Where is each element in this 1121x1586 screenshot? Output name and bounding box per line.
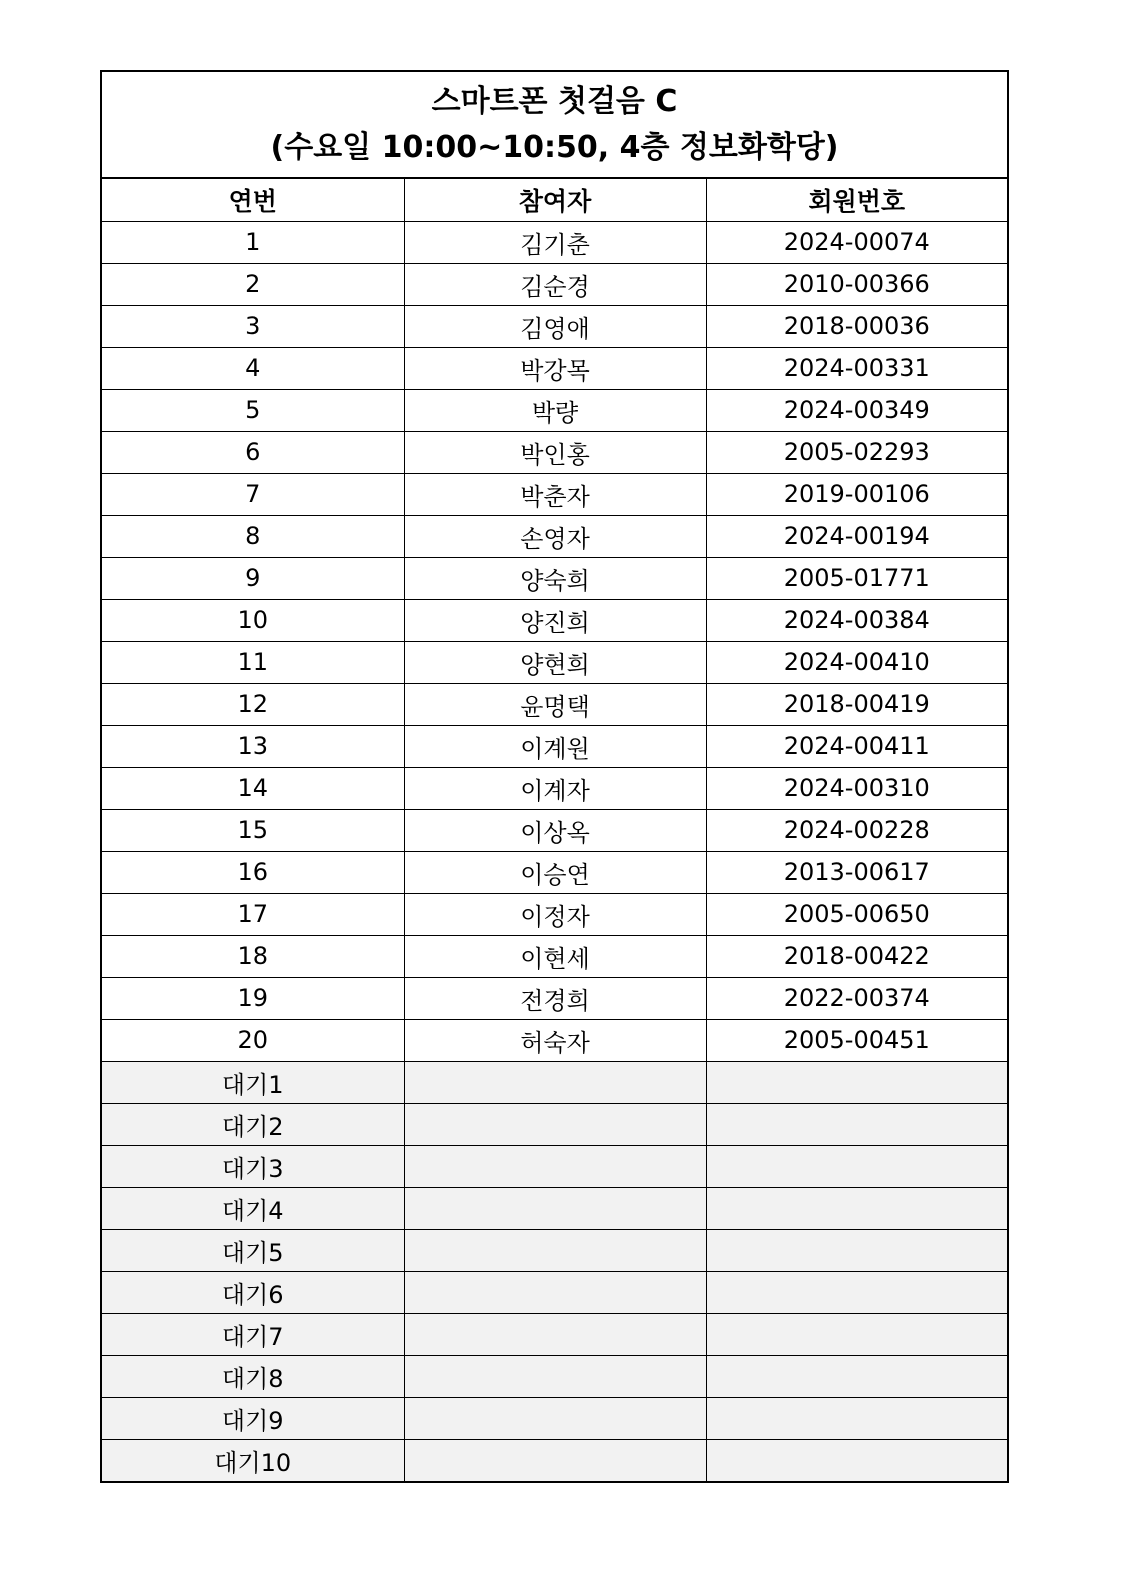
cell-member-id (706, 1103, 1007, 1145)
cell-participant: 박량 (404, 389, 706, 431)
table-row (102, 305, 1007, 347)
cell-member-id (706, 1397, 1007, 1439)
cell-member-id: 2018-00419 (706, 683, 1007, 725)
cell-member-id: 2005-00451 (706, 1019, 1007, 1061)
table-row (102, 431, 1007, 473)
cell-participant: 김영애 (404, 305, 706, 347)
title-block (102, 72, 1007, 179)
cell-participant (404, 1145, 706, 1187)
waitlist-row (102, 1355, 1007, 1397)
cell-number: 9 (102, 557, 404, 599)
table-row (102, 767, 1007, 809)
cell-number: 대기7 (102, 1313, 404, 1355)
cell-member-id: 2005-01771 (706, 557, 1007, 599)
cell-member-id (706, 1313, 1007, 1355)
cell-number: 11 (102, 641, 404, 683)
table-row (102, 347, 1007, 389)
cell-participant (404, 1229, 706, 1271)
table-row (102, 221, 1007, 263)
cell-member-id (706, 1271, 1007, 1313)
cell-number: 5 (102, 389, 404, 431)
waitlist-row (102, 1229, 1007, 1271)
cell-participant (404, 1061, 706, 1103)
cell-participant: 이정자 (404, 893, 706, 935)
waitlist-row (102, 1187, 1007, 1229)
cell-participant: 박춘자 (404, 473, 706, 515)
table-row (102, 935, 1007, 977)
cell-number: 10 (102, 599, 404, 641)
cell-member-id: 2024-00349 (706, 389, 1007, 431)
cell-member-id: 2019-00106 (706, 473, 1007, 515)
header-member-id: 회원번호 (706, 179, 1007, 221)
cell-number: 20 (102, 1019, 404, 1061)
table-body (102, 221, 1007, 1481)
cell-number: 12 (102, 683, 404, 725)
cell-number: 대기10 (102, 1439, 404, 1481)
cell-number: 대기2 (102, 1103, 404, 1145)
cell-participant: 박강목 (404, 347, 706, 389)
cell-member-id: 2022-00374 (706, 977, 1007, 1019)
waitlist-row (102, 1439, 1007, 1481)
cell-participant (404, 1355, 706, 1397)
cell-participant: 전경희 (404, 977, 706, 1019)
cell-participant: 이계원 (404, 725, 706, 767)
cell-number: 14 (102, 767, 404, 809)
cell-participant: 이계자 (404, 767, 706, 809)
course-title: 스마트폰 첫걸음 C (431, 83, 678, 119)
cell-member-id: 2024-00331 (706, 347, 1007, 389)
table-row (102, 599, 1007, 641)
cell-number: 13 (102, 725, 404, 767)
cell-number: 대기6 (102, 1271, 404, 1313)
cell-number: 19 (102, 977, 404, 1019)
cell-number: 4 (102, 347, 404, 389)
cell-member-id (706, 1145, 1007, 1187)
cell-number: 18 (102, 935, 404, 977)
table-row (102, 851, 1007, 893)
cell-participant: 손영자 (404, 515, 706, 557)
cell-member-id (706, 1187, 1007, 1229)
cell-participant: 윤명택 (404, 683, 706, 725)
cell-participant (404, 1103, 706, 1145)
cell-number: 3 (102, 305, 404, 347)
attendance-sheet (100, 70, 1009, 1483)
cell-member-id: 2005-02293 (706, 431, 1007, 473)
cell-number: 대기1 (102, 1061, 404, 1103)
waitlist-row (102, 1271, 1007, 1313)
waitlist-row (102, 1103, 1007, 1145)
cell-member-id (706, 1061, 1007, 1103)
cell-number: 8 (102, 515, 404, 557)
cell-member-id (706, 1355, 1007, 1397)
cell-participant: 김순경 (404, 263, 706, 305)
cell-member-id (706, 1439, 1007, 1481)
cell-number: 2 (102, 263, 404, 305)
table-row (102, 977, 1007, 1019)
cell-member-id: 2024-00194 (706, 515, 1007, 557)
cell-participant (404, 1313, 706, 1355)
waitlist-row (102, 1145, 1007, 1187)
table-row (102, 557, 1007, 599)
cell-participant: 허숙자 (404, 1019, 706, 1061)
cell-participant: 양진희 (404, 599, 706, 641)
cell-member-id (706, 1229, 1007, 1271)
cell-participant: 양숙희 (404, 557, 706, 599)
cell-participant (404, 1397, 706, 1439)
cell-participant (404, 1187, 706, 1229)
cell-number: 6 (102, 431, 404, 473)
table-row (102, 641, 1007, 683)
course-schedule: (수요일 10:00~10:50, 4층 정보화학당) (270, 129, 839, 165)
header-number: 연번 (102, 179, 404, 221)
cell-number: 7 (102, 473, 404, 515)
cell-number: 대기3 (102, 1145, 404, 1187)
cell-participant: 양현희 (404, 641, 706, 683)
cell-number: 16 (102, 851, 404, 893)
cell-participant (404, 1439, 706, 1481)
table-row (102, 725, 1007, 767)
cell-number: 15 (102, 809, 404, 851)
cell-member-id: 2005-00650 (706, 893, 1007, 935)
cell-participant: 박인홍 (404, 431, 706, 473)
cell-participant (404, 1271, 706, 1313)
table-header-row (102, 179, 1007, 221)
cell-member-id: 2024-00228 (706, 809, 1007, 851)
cell-number: 대기4 (102, 1187, 404, 1229)
cell-member-id: 2024-00410 (706, 641, 1007, 683)
table-row (102, 683, 1007, 725)
cell-member-id: 2018-00422 (706, 935, 1007, 977)
table-row (102, 1019, 1007, 1061)
cell-number: 대기5 (102, 1229, 404, 1271)
table-row (102, 809, 1007, 851)
cell-participant: 이상옥 (404, 809, 706, 851)
cell-number: 대기9 (102, 1397, 404, 1439)
cell-member-id: 2010-00366 (706, 263, 1007, 305)
cell-member-id: 2024-00310 (706, 767, 1007, 809)
table-row (102, 515, 1007, 557)
waitlist-row (102, 1397, 1007, 1439)
cell-number: 17 (102, 893, 404, 935)
cell-member-id: 2024-00384 (706, 599, 1007, 641)
table-row (102, 389, 1007, 431)
cell-number: 대기8 (102, 1355, 404, 1397)
participant-table (102, 179, 1007, 1481)
waitlist-row (102, 1061, 1007, 1103)
cell-member-id: 2024-00411 (706, 725, 1007, 767)
cell-member-id: 2013-00617 (706, 851, 1007, 893)
cell-number: 1 (102, 221, 404, 263)
cell-member-id: 2024-00074 (706, 221, 1007, 263)
waitlist-row (102, 1313, 1007, 1355)
cell-participant: 이승연 (404, 851, 706, 893)
cell-participant: 이현세 (404, 935, 706, 977)
header-participant: 참여자 (404, 179, 706, 221)
table-row (102, 473, 1007, 515)
cell-participant: 김기춘 (404, 221, 706, 263)
table-row (102, 263, 1007, 305)
table-row (102, 893, 1007, 935)
cell-member-id: 2018-00036 (706, 305, 1007, 347)
